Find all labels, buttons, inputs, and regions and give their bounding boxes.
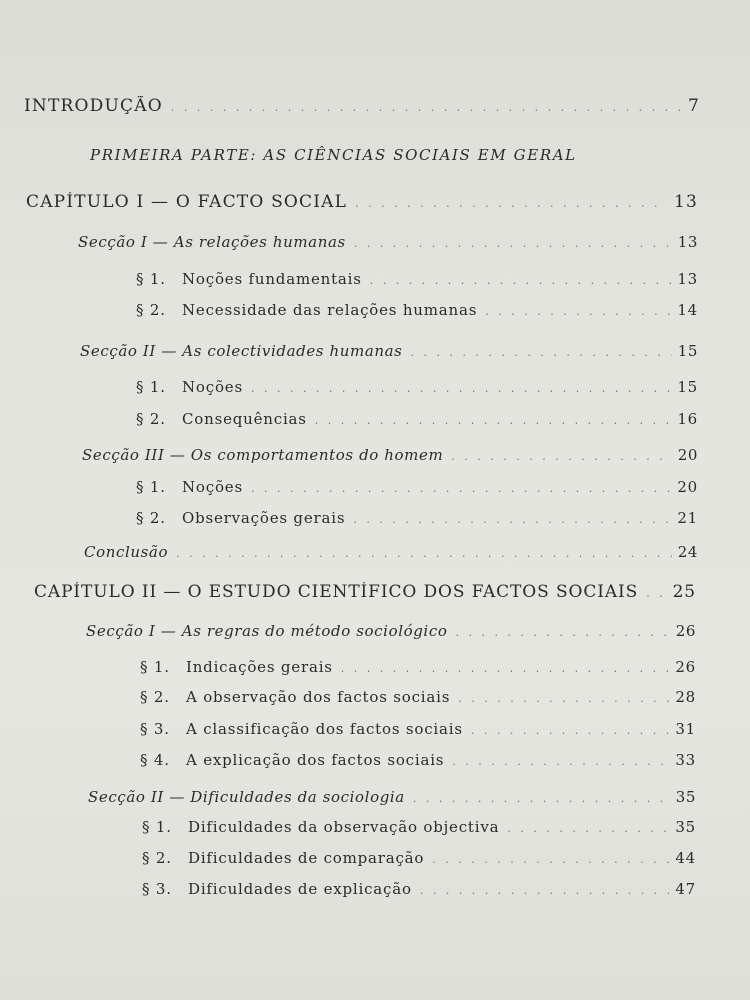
page-number: 21 bbox=[677, 509, 698, 527]
section-marker: § 2. bbox=[136, 410, 166, 428]
entry-label: INTRODUÇÃO bbox=[24, 96, 163, 116]
entry-label: Secção II — As colectividades humanas bbox=[80, 342, 403, 360]
toc-entry-section bbox=[78, 233, 698, 251]
toc-entry-subsection bbox=[136, 378, 698, 396]
toc-entry-subsection bbox=[142, 849, 696, 867]
entry-label bbox=[136, 378, 243, 396]
dot-leader bbox=[370, 274, 672, 287]
toc-entry-chapter-1 bbox=[26, 192, 698, 212]
entry-label: CAPÍTULO I — O FACTO SOCIAL bbox=[26, 192, 348, 212]
toc-entry-section bbox=[82, 446, 698, 464]
entry-label bbox=[142, 818, 499, 836]
entry-label bbox=[142, 849, 424, 867]
entry-title: A observação dos factos sociais bbox=[186, 688, 451, 706]
entry-label bbox=[140, 751, 444, 769]
section-marker: § 1. bbox=[136, 270, 166, 288]
entry-label bbox=[136, 478, 243, 496]
entry-label bbox=[136, 270, 362, 288]
page-number: 20 bbox=[677, 478, 698, 496]
page-number: 31 bbox=[675, 720, 696, 738]
toc-entry-section bbox=[80, 342, 698, 360]
section-marker: § 1. bbox=[142, 818, 172, 836]
entry-label bbox=[140, 688, 450, 706]
page-number: 15 bbox=[677, 378, 698, 396]
section-marker: § 2. bbox=[136, 509, 166, 527]
entry-title: A explicação dos factos sociais bbox=[186, 751, 445, 769]
page-number: 13 bbox=[673, 192, 698, 212]
section-marker: § 1. bbox=[136, 378, 166, 396]
toc-entry-subsection bbox=[142, 818, 696, 836]
entry-label: Secção I — As relações humanas bbox=[78, 233, 346, 251]
dot-leader bbox=[171, 101, 682, 114]
dot-leader bbox=[413, 792, 670, 805]
entry-label bbox=[136, 509, 345, 527]
page-number: 16 bbox=[677, 410, 698, 428]
page-number: 14 bbox=[677, 301, 698, 319]
entry-title: Observações gerais bbox=[182, 509, 346, 527]
page-number: 26 bbox=[675, 658, 696, 676]
page-number: 35 bbox=[675, 818, 696, 836]
section-marker: § 4. bbox=[140, 751, 170, 769]
entry-label: Secção I — As regras do método sociológico bbox=[86, 622, 448, 640]
entry-label: Secção II — Dificuldades da sociologia bbox=[88, 788, 405, 806]
part-title: PRIMEIRA PARTE: AS CIÊNCIAS SOCIAIS EM GERAL bbox=[90, 146, 577, 164]
entry-title: Noções bbox=[182, 478, 243, 496]
dot-leader bbox=[471, 724, 669, 737]
toc-entry-chapter-2 bbox=[34, 582, 696, 602]
entry-title: Dificuldades da observação objectiva bbox=[188, 818, 500, 836]
toc-entry-subsection bbox=[136, 270, 698, 288]
dot-leader bbox=[315, 414, 672, 427]
dot-leader bbox=[353, 513, 671, 526]
section-marker: § 3. bbox=[140, 720, 170, 738]
toc-entry-section bbox=[86, 622, 696, 640]
entry-title: Consequências bbox=[182, 410, 307, 428]
toc-entry-subsection bbox=[140, 658, 696, 676]
toc-entry-subsection bbox=[140, 751, 696, 769]
dot-leader bbox=[251, 482, 671, 495]
dot-leader bbox=[176, 547, 672, 560]
entry-title: A classificação dos factos sociais bbox=[186, 720, 463, 738]
entry-label bbox=[136, 410, 307, 428]
dot-leader bbox=[485, 305, 671, 318]
page-number: 47 bbox=[675, 880, 696, 898]
dot-leader bbox=[451, 450, 671, 463]
page-number: 26 bbox=[675, 622, 696, 640]
dot-leader bbox=[354, 237, 672, 250]
toc-entry-section bbox=[88, 788, 696, 806]
toc-entry-subsection bbox=[136, 301, 698, 319]
page-number: 20 bbox=[677, 446, 698, 464]
entry-title: Noções fundamentais bbox=[182, 270, 362, 288]
page-number: 44 bbox=[675, 849, 696, 867]
section-marker: § 1. bbox=[136, 478, 166, 496]
page-number: 15 bbox=[677, 342, 698, 360]
dot-leader bbox=[458, 692, 669, 705]
section-marker: § 1. bbox=[140, 658, 170, 676]
entry-label bbox=[140, 658, 333, 676]
entry-title: Dificuldades de explicação bbox=[188, 880, 412, 898]
page-number: 33 bbox=[675, 751, 696, 769]
page-number: 35 bbox=[675, 788, 696, 806]
dot-leader bbox=[507, 822, 669, 835]
page-number: 7 bbox=[687, 96, 700, 116]
entry-label: CAPÍTULO II — O ESTUDO CIENTÍFICO DOS FACTOS SOCIAIS bbox=[34, 582, 639, 602]
page-number: 13 bbox=[677, 270, 698, 288]
dot-leader bbox=[646, 587, 666, 600]
toc-entry-conclusion bbox=[84, 543, 698, 561]
entry-title: Necessidade das relações humanas bbox=[182, 301, 478, 319]
section-marker: § 2. bbox=[140, 688, 170, 706]
entry-label: Conclusão bbox=[84, 543, 169, 561]
entry-title: Indicações gerais bbox=[186, 658, 333, 676]
dot-leader bbox=[455, 626, 669, 639]
section-marker: § 2. bbox=[142, 849, 172, 867]
dot-leader bbox=[452, 755, 669, 768]
page-number: 25 bbox=[672, 582, 696, 602]
toc-entry-subsection bbox=[142, 880, 696, 898]
section-marker: § 3. bbox=[142, 880, 172, 898]
dot-leader bbox=[420, 884, 669, 897]
dot-leader bbox=[251, 382, 671, 395]
dot-leader bbox=[432, 853, 669, 866]
dot-leader bbox=[341, 662, 670, 675]
toc-entry-intro bbox=[24, 96, 700, 116]
dot-leader bbox=[355, 197, 668, 210]
entry-label bbox=[142, 880, 412, 898]
toc-entry-subsection bbox=[136, 478, 698, 496]
toc-entry-subsection bbox=[140, 688, 696, 706]
entry-label: Secção III — Os comportamentos do homem bbox=[82, 446, 444, 464]
page-number: 13 bbox=[677, 233, 698, 251]
page-number: 28 bbox=[675, 688, 696, 706]
dot-leader bbox=[410, 346, 671, 359]
page-number: 24 bbox=[677, 543, 698, 561]
entry-title: Dificuldades de comparação bbox=[188, 849, 425, 867]
toc-entry-subsection bbox=[136, 410, 698, 428]
entry-label bbox=[136, 301, 477, 319]
section-marker: § 2. bbox=[136, 301, 166, 319]
toc-entry-subsection bbox=[136, 509, 698, 527]
entry-title: Noções bbox=[182, 378, 243, 396]
entry-label bbox=[140, 720, 463, 738]
toc-entry-subsection bbox=[140, 720, 696, 738]
